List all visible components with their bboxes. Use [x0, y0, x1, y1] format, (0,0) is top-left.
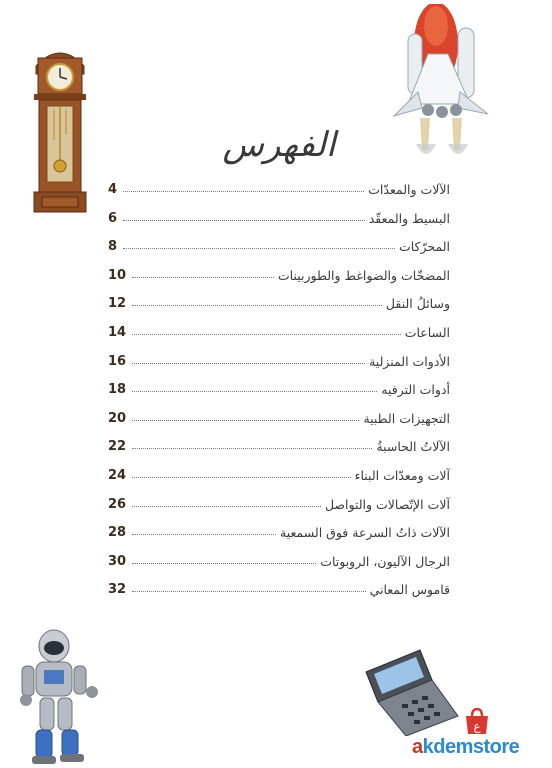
toc-entry[interactable]	[104, 180, 450, 202]
toc-leader-dots	[132, 477, 351, 478]
toc-entry-label: البسيط والمعقّد	[368, 210, 450, 226]
toc-page-number: 20	[108, 410, 127, 426]
toc-entry-label: المضخّات والضواغط والطوربينات	[277, 267, 450, 283]
toc-entry[interactable]	[104, 352, 450, 374]
mobile-phone-icon	[362, 646, 462, 736]
store-logo-icon	[462, 708, 492, 736]
toc-entry-label: المحرّكات	[398, 239, 450, 255]
toc-entry[interactable]	[104, 552, 450, 574]
toc-page-number: 22	[108, 439, 127, 455]
toc-entry-label: الآلاتُ الحاسبةُ	[376, 439, 450, 455]
toc-entry-label: التجهيزات الطبية	[363, 410, 450, 426]
toc-entry-label: الرجال الآليون، الروبوتات	[320, 553, 450, 569]
toc-leader-dots	[123, 191, 364, 192]
toc-entry[interactable]	[104, 495, 450, 517]
toc-entry[interactable]	[104, 580, 450, 602]
toc-entry[interactable]	[104, 209, 450, 231]
toc-page-number: 10	[108, 267, 127, 283]
toc-entry-label: آلات ومعدّات البناء	[354, 468, 450, 483]
toc-entry-label: أدوات الترفيه	[381, 382, 450, 398]
toc-entry[interactable]	[104, 266, 450, 288]
toc-leader-dots	[123, 248, 395, 249]
toc-leader-dots	[132, 277, 274, 278]
svg-text:ع: ع	[473, 719, 481, 733]
toc-leader-dots	[123, 220, 365, 221]
grandfather-clock-icon	[30, 44, 90, 216]
toc-page-number: 26	[108, 496, 127, 512]
page-title: الفهرس	[222, 125, 336, 165]
toc-entry[interactable]	[104, 409, 450, 431]
toc-page-number: 30	[108, 553, 127, 569]
space-shuttle-icon	[378, 4, 508, 164]
toc-page-number: 12	[108, 296, 127, 312]
robot-icon	[8, 626, 98, 768]
toc-entry[interactable]	[104, 237, 450, 259]
toc-entry-label: قاموس المعاني	[369, 582, 450, 598]
toc-entry[interactable]	[104, 323, 450, 345]
toc-entry[interactable]	[104, 380, 450, 402]
toc-entry-label: وسائلُ النقل	[385, 296, 450, 312]
toc-entry[interactable]	[104, 523, 450, 545]
toc-entry-label: الآلات ذاتُ السرعة فوق السمعية	[280, 525, 450, 541]
toc-entry-label: آلات الإتّصالات والتواصل	[324, 496, 450, 512]
toc-leader-dots	[132, 506, 321, 507]
toc-page-number: 16	[108, 353, 127, 369]
toc-entry[interactable]	[104, 294, 450, 316]
toc-leader-dots	[132, 448, 372, 449]
toc-entry-label: الساعات	[404, 325, 450, 340]
toc-page-number: 24	[108, 468, 127, 483]
toc-leader-dots	[132, 420, 359, 421]
toc-page-number: 6	[108, 210, 118, 226]
toc-leader-dots	[132, 391, 377, 392]
toc-page-number: 4	[108, 182, 118, 197]
toc-entry[interactable]	[104, 437, 450, 459]
toc-leader-dots	[132, 363, 365, 364]
toc-leader-dots	[132, 305, 382, 306]
toc-page-number: 28	[108, 525, 127, 541]
toc-leader-dots	[132, 334, 401, 335]
toc-page-number: 18	[108, 382, 127, 398]
toc-entry[interactable]	[104, 466, 450, 488]
toc-leader-dots	[132, 563, 316, 564]
toc-leader-dots	[132, 534, 276, 535]
toc-page-number: 8	[108, 239, 118, 255]
toc-leader-dots	[132, 591, 366, 592]
toc-entry-label: الآلات والمعدّات	[368, 182, 450, 197]
store-watermark: akdemstore	[412, 736, 520, 758]
toc-entry-label: الأدوات المنزلية	[369, 353, 450, 369]
toc-page-number: 32	[108, 582, 127, 598]
toc-page-number: 14	[108, 325, 127, 340]
